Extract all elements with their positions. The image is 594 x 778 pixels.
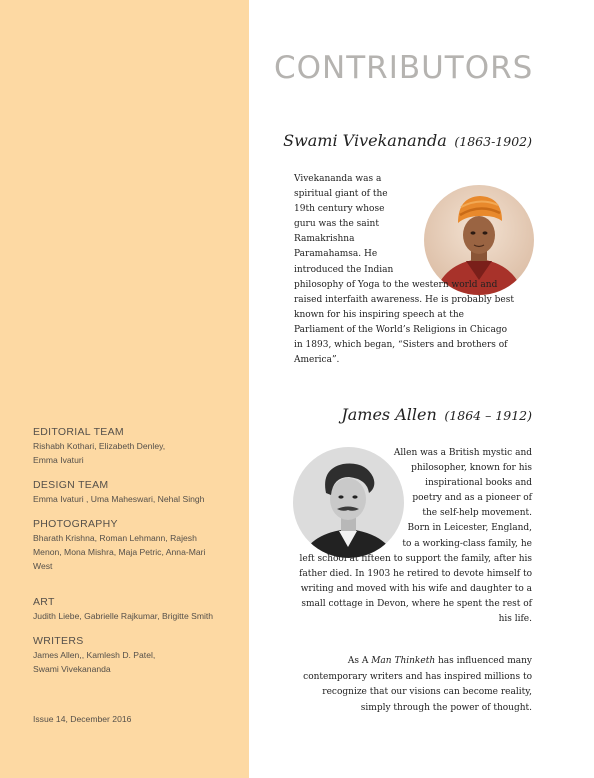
credit-heading: DESIGN TEAM xyxy=(33,479,109,491)
credit-names: James Allen,, Kamlesh D. Patel, Swami Vivekananda xyxy=(33,650,156,674)
issue-line: Issue 14, December 2016 xyxy=(33,714,132,724)
book-title: Man Thinketh xyxy=(371,656,436,666)
credit-group-design xyxy=(33,478,243,506)
credit-group-photography xyxy=(33,517,243,573)
credit-heading: WRITERS xyxy=(33,635,84,647)
allen-bio xyxy=(290,446,532,627)
page-title: CONTRIBUTORS xyxy=(274,50,534,86)
credit-names: Emma Ivaturi , Uma Maheswari, Nehal Singh xyxy=(33,494,205,504)
contributor-name: Swami Vivekananda xyxy=(283,131,447,150)
credit-heading: PHOTOGRAPHY xyxy=(33,518,118,530)
bio-text: Allen was a British mystic and philosopher, known for his inspirational books and poetry and as a pioneer of the self-help movement. Born in Leicester, England, to a working-class family, he left school at fifteen to support the family, after his father died. In 1903 he retired to devote himself to writing and moved with his wife and daughter to a small cottage in Devon, where he spent the rest of his life. xyxy=(299,448,532,625)
credit-group-editorial xyxy=(33,425,243,467)
credit-names: Bharath Krishna, Roman Lehmann, Rajesh Menon, Mona Mishra, Maja Petric, Anna-Mari West xyxy=(33,533,206,571)
text-wrap-spacer xyxy=(396,172,514,270)
credit-group-writers xyxy=(33,634,243,676)
contributor-name-vivekananda xyxy=(283,124,532,152)
closing-paragraph xyxy=(290,654,532,716)
contributor-years: (1864 – 1912) xyxy=(444,408,532,423)
contributor-name-allen xyxy=(341,398,532,426)
sidebar-panel xyxy=(0,0,249,778)
credit-heading: ART xyxy=(33,596,55,608)
contributor-years: (1863-1902) xyxy=(454,134,532,149)
closing-text: has influenced many contemporary writers and has inspired millions to recognize that our visions can become reality, simply through the power of thought. xyxy=(303,656,532,713)
closing-prefix: As A xyxy=(347,656,372,666)
text-wrap-spacer xyxy=(290,446,410,548)
credit-group-art xyxy=(33,595,243,623)
credit-names: Judith Liebe, Gabrielle Rajkumar, Brigitte Smith xyxy=(33,611,214,621)
bio-text: Vivekananda was a spiritual giant of the 19th century whose guru was the saint Ramakrishna Paramahamsa. He introduced the Indian philosophy of Yoga to the western world and raised interfaith awareness. He is probably best known for his inspiring speech at the Parliament of the World’s Religions in Chicago in 1893, which began, “Sisters and brothers of America”. xyxy=(294,174,514,366)
credit-names: Rishabh Kothari, Elizabeth Denley, Emma Ivaturi xyxy=(33,441,166,465)
credits-list xyxy=(33,425,243,687)
credit-heading: EDITORIAL TEAM xyxy=(33,426,124,438)
vivekananda-bio xyxy=(294,172,514,368)
contributor-name: James Allen xyxy=(341,405,437,424)
